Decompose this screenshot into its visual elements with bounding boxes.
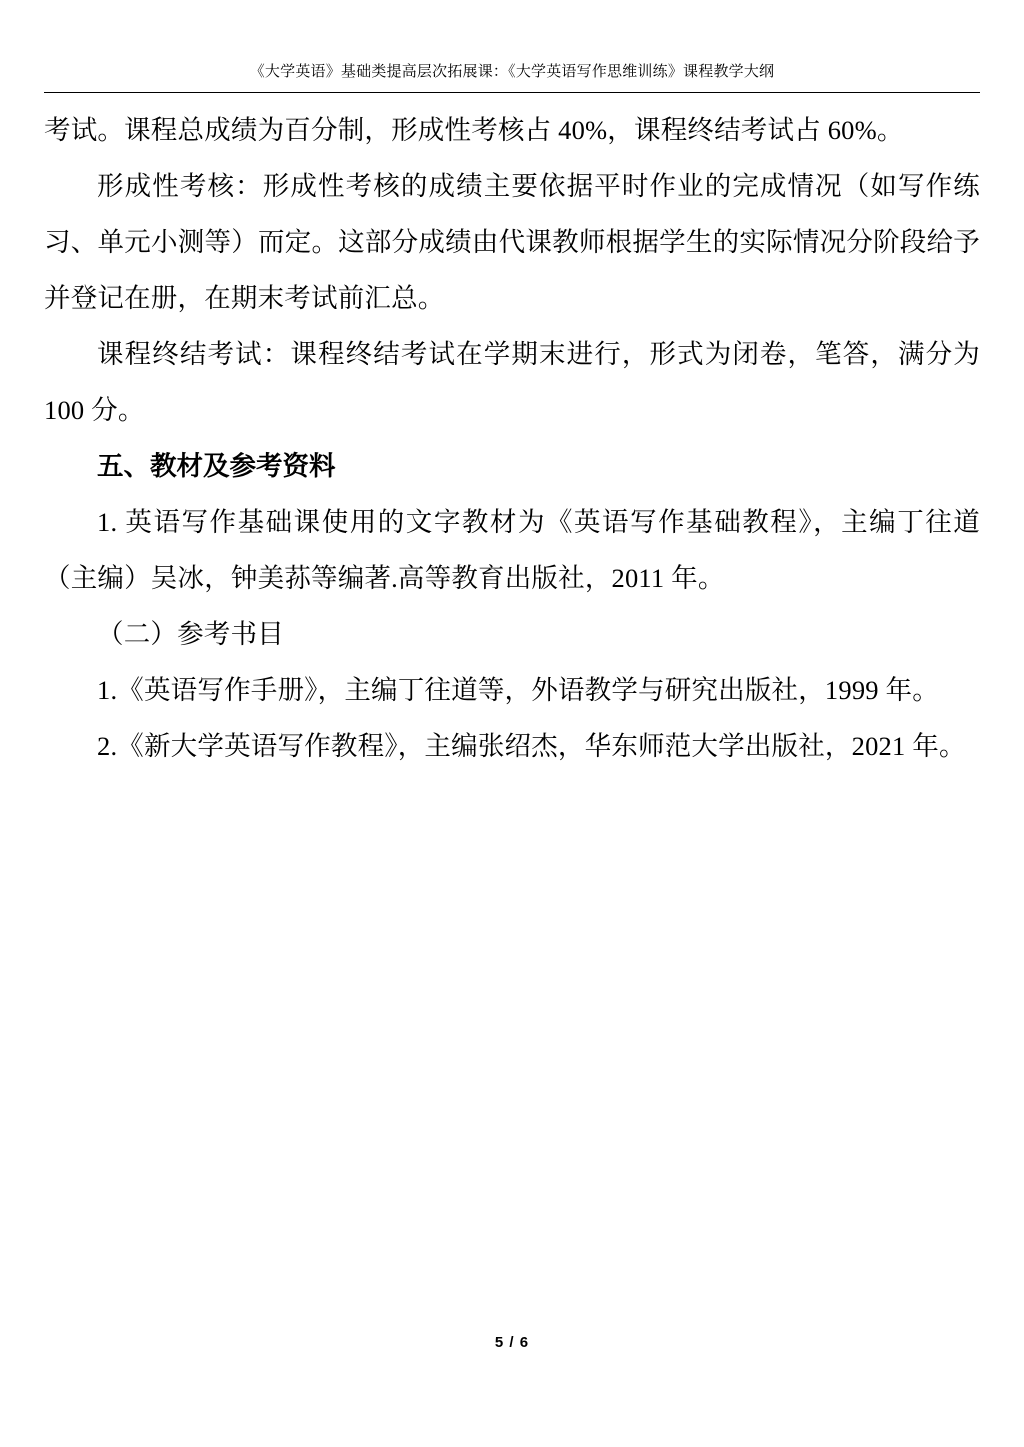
section-heading-materials: 五、教材及参考资料 <box>97 451 336 481</box>
paragraph-exam-score: 考试。课程总成绩为百分制，形成性考核占 40%，课程终结考试占 60%。 <box>44 115 904 145</box>
paragraph-final-exam: 课程终结考试：课程终结考试在学期末进行，形式为闭卷，笔答，满分为 100 分。 <box>44 339 980 425</box>
page-header: 《大学英语》基础类提高层次拓展课：《大学英语写作思维训练》课程教学大纲 <box>249 63 775 80</box>
header-divider <box>44 92 980 93</box>
document-body <box>44 102 980 774</box>
paragraph-reference-item-1: 1.《英语写作手册》，主编丁往道等，外语教学与研究出版社，1999 年。 <box>97 675 939 705</box>
paragraph-reference-item-2: 2.《新大学英语写作教程》，主编张绍杰，华东师范大学出版社，2021 年。 <box>97 731 966 761</box>
paragraph-formative-assessment: 形成性考核：形成性考核的成绩主要依据平时作业的完成情况（如写作练习、单元小测等）而定。这部分成绩由代课教师根据学生的实际情况分阶段给予并登记在册，在期末考试前汇总。 <box>44 171 980 313</box>
paragraph-textbook: 1. 英语写作基础课使用的文字教材为《英语写作基础教程》，主编丁往道（主编）吴冰，钟美荪等编著.高等教育出版社，2011 年。 <box>44 507 980 593</box>
paragraph-reference-heading: （二）参考书目 <box>97 619 284 649</box>
page-footer-number: 5 / 6 <box>494 1334 530 1351</box>
